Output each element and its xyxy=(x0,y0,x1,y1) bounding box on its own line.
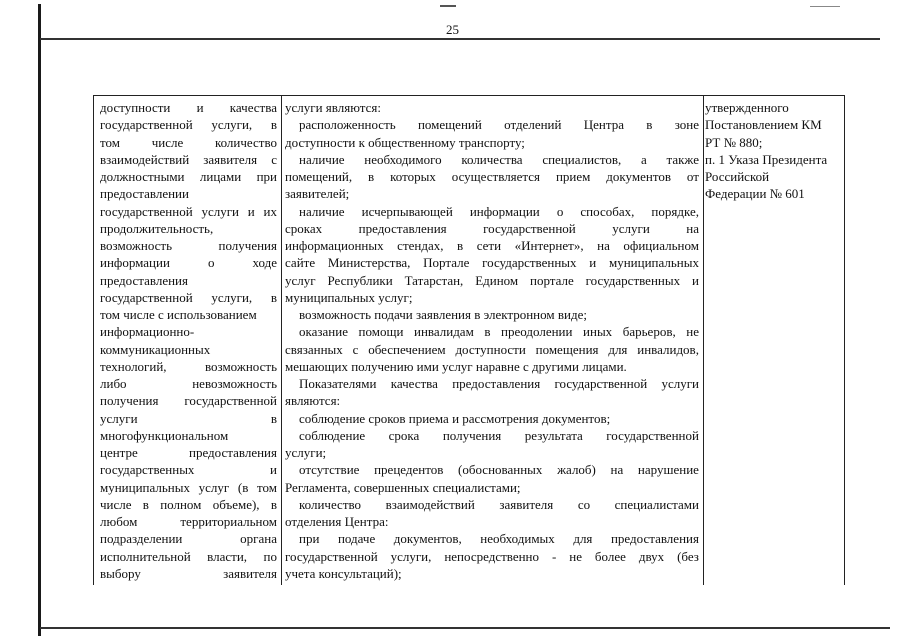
word: государственной xyxy=(184,393,277,409)
word: непосредственно xyxy=(444,548,540,564)
word: услуги, xyxy=(390,548,432,564)
word: Едином xyxy=(475,272,519,288)
scan-mark xyxy=(440,5,456,7)
word: технологий, xyxy=(100,358,167,374)
word: доступности xyxy=(455,341,526,357)
word: любом xyxy=(100,514,138,529)
word: либо xyxy=(100,376,127,391)
text-line xyxy=(285,375,699,392)
word: не xyxy=(686,324,699,340)
word: количество xyxy=(299,496,362,512)
word: о xyxy=(207,255,215,271)
word: услуги xyxy=(612,220,650,236)
word: от xyxy=(686,169,699,184)
word: инвалидов, xyxy=(637,341,699,357)
text-line xyxy=(100,237,277,254)
word: документов, xyxy=(393,531,462,547)
text-line xyxy=(285,461,699,478)
word: в xyxy=(142,496,149,512)
word: муниципальных xyxy=(608,255,699,271)
word: и xyxy=(270,462,277,478)
word: (в xyxy=(237,479,249,495)
word: услуги xyxy=(100,410,138,426)
text-line xyxy=(100,444,277,461)
regulation-table xyxy=(93,95,845,585)
word: предоставления xyxy=(452,376,541,391)
table-border-right xyxy=(844,95,845,585)
word: в xyxy=(270,410,277,426)
word: - xyxy=(551,548,557,564)
word: полном xyxy=(160,496,202,512)
word: барьеров, xyxy=(622,324,676,340)
word: качества xyxy=(229,100,277,115)
word: информации xyxy=(100,255,170,271)
text-line xyxy=(285,341,699,358)
word: которых xyxy=(390,169,436,184)
word: способах, xyxy=(580,203,635,219)
word: в xyxy=(457,238,464,253)
word: числе xyxy=(151,134,184,150)
text-line xyxy=(285,220,699,237)
word: нарушение xyxy=(637,462,699,478)
word: государственных xyxy=(100,462,195,478)
word: информационных xyxy=(285,238,384,253)
text-line: соблюдение сроков приема и рассмотрения документов; xyxy=(299,410,611,426)
word: качества xyxy=(390,376,438,391)
text-line xyxy=(285,254,699,271)
word: результата xyxy=(524,427,583,443)
text-line xyxy=(100,479,277,496)
column-divider xyxy=(703,95,704,585)
word: государственной xyxy=(100,203,193,219)
word: услуги, xyxy=(211,117,253,133)
word: в xyxy=(646,117,653,133)
word: отсутствие xyxy=(299,462,360,478)
word: получения xyxy=(218,238,277,253)
word: Татарстан, xyxy=(404,272,464,288)
word: объеме), xyxy=(212,496,260,512)
word: преодолении xyxy=(501,324,573,340)
word: отделений xyxy=(504,117,562,133)
word: и xyxy=(196,100,204,115)
word: в xyxy=(270,496,277,512)
word: с xyxy=(271,151,277,167)
word: количество xyxy=(214,134,277,150)
word: центре xyxy=(100,445,138,460)
text-line xyxy=(100,530,277,547)
text-line xyxy=(100,254,277,271)
word: заявителя xyxy=(499,496,554,512)
word: услуг xyxy=(285,272,316,288)
text-line xyxy=(100,461,277,478)
word: со xyxy=(577,496,591,512)
word: специалистами xyxy=(614,496,699,512)
word: оказание xyxy=(299,324,348,340)
word: государственных xyxy=(585,272,681,288)
word: инвалидам xyxy=(413,324,474,340)
indicator-description-column xyxy=(285,99,699,582)
text-line xyxy=(100,358,277,375)
word: их xyxy=(263,203,277,219)
word: государственной xyxy=(483,220,576,236)
word: невозможность xyxy=(192,376,277,391)
scan-edge-left xyxy=(38,4,41,636)
word: услуги xyxy=(201,203,239,219)
word: сети xyxy=(476,238,502,253)
word: территориальном xyxy=(180,514,277,529)
text-line: отделения Центра: xyxy=(285,514,389,529)
word: взаимодействий xyxy=(100,151,190,167)
word: государственной xyxy=(554,376,648,391)
word: государственной xyxy=(100,117,193,133)
text-line: доступности к общественному транспорту; xyxy=(285,134,525,150)
word: подаче xyxy=(337,531,376,547)
word: исчерпывающей xyxy=(361,203,453,219)
word: расположенность xyxy=(299,117,396,133)
word: доступности xyxy=(100,100,171,115)
text-line: п. 1 Указа Президента xyxy=(705,151,828,167)
word: осуществляется xyxy=(451,169,541,184)
word: прецедентов xyxy=(374,462,444,478)
word: жалоб) xyxy=(557,462,596,478)
word: государственных xyxy=(482,255,577,271)
text-line xyxy=(100,99,277,116)
text-line: том числе с использованием xyxy=(100,307,257,322)
word: при xyxy=(299,531,320,547)
word: возможность xyxy=(100,238,173,253)
text-line xyxy=(100,375,277,392)
word: необходимых xyxy=(480,531,555,547)
text-line xyxy=(285,272,699,289)
text-line xyxy=(285,237,699,254)
word: том xyxy=(100,134,120,150)
word: прием xyxy=(555,169,591,184)
word: на xyxy=(597,238,610,253)
text-line xyxy=(100,151,277,168)
word: предоставления xyxy=(610,531,699,547)
word: в xyxy=(368,169,375,184)
word: а xyxy=(640,151,647,167)
word: Портале xyxy=(423,255,470,271)
text-line xyxy=(285,168,699,185)
word: количества xyxy=(461,151,523,167)
word: органа xyxy=(240,531,277,547)
word: предоставления xyxy=(189,445,277,460)
text-line xyxy=(100,168,277,185)
text-line xyxy=(285,427,699,444)
word: более xyxy=(594,548,626,564)
word: взаимодействий xyxy=(385,496,475,512)
column-divider xyxy=(281,95,282,585)
word: о xyxy=(556,203,564,219)
word: иных xyxy=(583,324,613,340)
word: по xyxy=(263,548,277,564)
word: услуги, xyxy=(211,289,253,305)
word: в xyxy=(270,289,277,305)
word: том xyxy=(257,479,277,495)
text-line: РТ № 880; xyxy=(705,134,763,150)
word: портале xyxy=(530,272,574,288)
word: ходе xyxy=(252,255,277,271)
text-line: являются: xyxy=(285,393,341,409)
text-line: информационно- xyxy=(100,324,195,340)
word: власти, xyxy=(207,548,248,564)
word: и xyxy=(247,203,255,219)
text-line: учета консультаций); xyxy=(285,565,402,581)
indicator-name-column xyxy=(100,99,277,582)
word: помещений, xyxy=(285,169,353,184)
word: сроках xyxy=(285,220,323,236)
word: получения xyxy=(442,427,502,443)
text-line xyxy=(100,496,277,513)
word: официальном xyxy=(623,238,699,253)
word: предоставления xyxy=(358,220,447,236)
word: (без xyxy=(677,548,699,564)
word: на xyxy=(610,462,624,478)
word: возможность xyxy=(204,358,277,374)
word: исполнительной xyxy=(100,548,191,564)
word: с xyxy=(352,341,359,357)
word: не xyxy=(569,548,582,564)
word: заявителя xyxy=(203,151,258,167)
word: услуг xyxy=(198,479,230,495)
word: услуги xyxy=(661,376,699,391)
word: «Интернет», xyxy=(514,238,584,253)
legal-basis-column xyxy=(705,99,843,203)
word: помещения xyxy=(535,341,599,357)
word: заявителя xyxy=(223,565,277,581)
word: Показателями xyxy=(299,376,377,391)
text-line: Федерации № 601 xyxy=(705,186,805,202)
text-line: предоставлении xyxy=(100,186,189,202)
word: связанных xyxy=(285,341,343,357)
word: и xyxy=(589,255,597,271)
text-line: Постановлением КМ xyxy=(705,117,822,133)
text-line xyxy=(285,548,699,565)
text-line: мешающих получению ими услуг наравне с другими лицами. xyxy=(285,358,627,374)
text-line: возможность подачи заявления в электронном виде; xyxy=(299,307,587,322)
text-line xyxy=(285,151,699,168)
word: срока xyxy=(388,427,420,443)
word: двух xyxy=(638,548,665,564)
text-line xyxy=(100,410,277,427)
text-line xyxy=(100,392,277,409)
scan-edge-top xyxy=(40,38,880,40)
text-line xyxy=(100,513,277,530)
word: выбору xyxy=(100,565,141,581)
text-line xyxy=(100,134,277,151)
text-line xyxy=(285,323,699,340)
text-line xyxy=(100,203,277,220)
text-line: заявителей; xyxy=(285,186,350,202)
word: помощи xyxy=(358,324,404,340)
text-line xyxy=(285,116,699,133)
word: документов xyxy=(606,169,671,184)
text-line: Регламента, совершенных специалистами; xyxy=(285,479,521,495)
word: подразделении xyxy=(100,531,183,547)
word: обеспечением xyxy=(368,341,446,357)
word: числе xyxy=(100,496,132,512)
text-line xyxy=(285,203,699,220)
word: при xyxy=(256,169,277,184)
word: также xyxy=(666,151,699,167)
text-line: коммуникационных xyxy=(100,341,211,357)
word: Республики xyxy=(327,272,393,288)
text-line: утвержденного xyxy=(705,100,789,115)
word: в xyxy=(484,324,491,340)
word: и xyxy=(691,272,699,288)
word: порядке, xyxy=(651,203,699,219)
text-line xyxy=(100,289,277,306)
word: наличие xyxy=(299,203,345,219)
text-line xyxy=(100,116,277,133)
text-line xyxy=(285,496,699,513)
word: муниципальных xyxy=(100,479,191,495)
word: государственной xyxy=(100,289,193,305)
text-line xyxy=(100,548,277,565)
scan-mark xyxy=(810,6,840,7)
text-line: услуги являются: xyxy=(285,100,381,115)
text-line: муниципальных услуг; xyxy=(285,289,413,305)
word: необходимого xyxy=(364,151,442,167)
word: информации xyxy=(469,203,540,219)
word: помещений xyxy=(417,117,482,133)
text-line xyxy=(100,565,277,582)
word: в xyxy=(270,117,277,133)
word: стендах, xyxy=(397,238,444,253)
word: на xyxy=(686,220,699,236)
text-line: предоставления xyxy=(100,272,188,288)
word: лицами xyxy=(199,169,242,184)
word: (обоснованных xyxy=(458,462,543,478)
page-number: 25 xyxy=(446,22,459,37)
text-line: услуги; xyxy=(285,445,327,460)
word: наличие xyxy=(299,151,345,167)
word: государственной xyxy=(606,427,699,443)
text-line xyxy=(285,530,699,547)
text-line: продолжительность, xyxy=(100,220,214,236)
text-line: многофункциональном xyxy=(100,427,229,443)
word: Центра xyxy=(583,117,624,133)
word: зоне xyxy=(674,117,699,133)
word: получения xyxy=(100,393,159,409)
word: Министерства, xyxy=(327,255,411,271)
word: сайте xyxy=(285,255,316,271)
table-border-top xyxy=(93,95,845,96)
word: соблюдение xyxy=(299,427,366,443)
scan-edge-bottom xyxy=(40,627,890,629)
word: для xyxy=(573,531,593,547)
text-line: Российской xyxy=(705,169,770,184)
word: должностными xyxy=(100,169,185,184)
word: для xyxy=(608,341,628,357)
word: специалистов, xyxy=(542,151,622,167)
table-border-left xyxy=(93,95,94,585)
word: государственной xyxy=(285,548,378,564)
